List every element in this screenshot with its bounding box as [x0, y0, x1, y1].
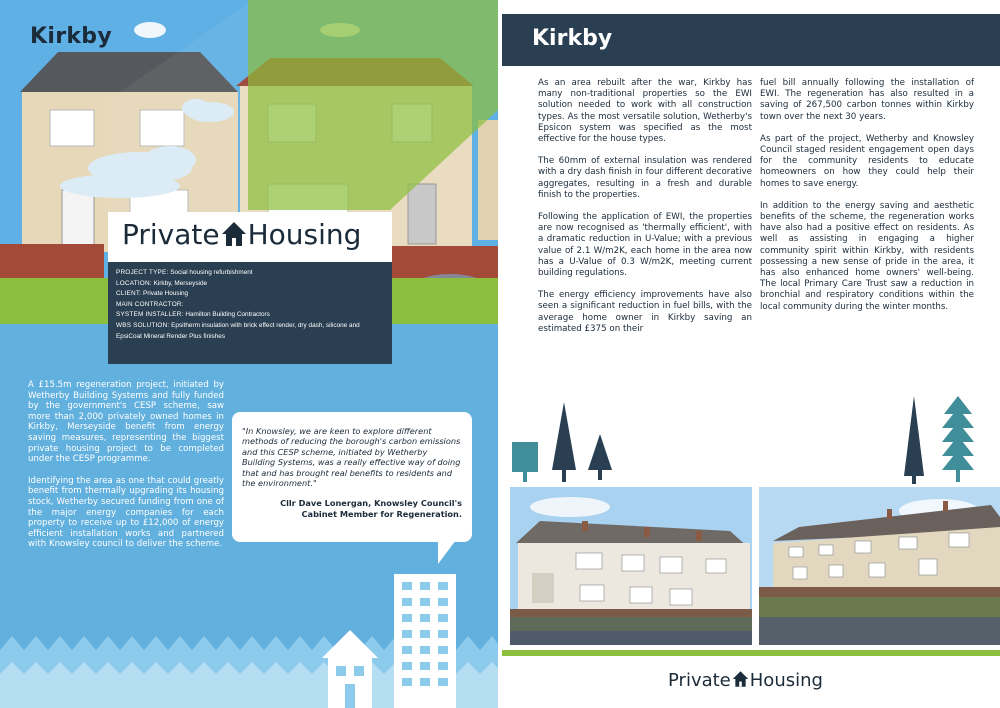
intro-paragraph: Identifying the area as one that could greatly benefit from thermally upgrading its housing stock, Wetherby secured funding from one of the major energy companies for each property to receive up to £12,000 of energy efficient installation works and partnered with Knowsley council to deliver the scheme.	[28, 475, 224, 550]
quote-bubble	[232, 412, 472, 542]
body-paragraph: In addition to the energy saving and aesthetic benefits of the scheme, the regeneration works have also had a positive effect on residents. As well as assisting in engaging a higher community spirit within Kirkby, with residents possessing a new sense of pride in the area, it has also enhanced home owners' well-being. The local Primary Care Trust saw a reduction in bronchial and respiratory conditions within the local community during the winter months.	[760, 200, 974, 312]
footer-brand-logo	[668, 670, 823, 691]
quote-text: "In Knowsley, we are keen to explore different methods of reducing the borough's carbon emissions and this CESP scheme, initiated by Wetherby Building Systems, was a really effective way of doing that and has brought real benefits to residents and the environment."	[242, 426, 461, 489]
footer-bar	[502, 650, 1000, 708]
info-row: CLIENT: Private Housing	[116, 290, 189, 298]
house-icon	[732, 670, 749, 688]
body-paragraph: Following the application of EWI, the properties are now recognised as 'thermally efficient', with a dramatic reduction in U-Value; with a previous value of 2.1 W/m2K, each home in the area now has a U-Value of 0.3 W/m2K, meeting current building regulations.	[538, 212, 752, 279]
body-column-1	[538, 78, 752, 346]
body-paragraph: The energy efficiency improvements have also seen a significant reduction in fuel bills, with the average home owner in Kirkby saving an estimated £375 on their	[538, 290, 752, 334]
brand-logo-box	[108, 212, 392, 262]
small-tree-icon	[588, 434, 612, 470]
body-column-2	[760, 78, 974, 324]
houses-photo-1	[510, 487, 752, 645]
houses-photo-2	[759, 487, 1000, 645]
body-paragraph: As an area rebuilt after the war, Kirkby has many non-traditional properties so the EWI solution needed to work with all construction types. As the most versatile solution, Wetherby's Epsicon system was specified as the most effective for the house types.	[538, 78, 752, 145]
brand-word-housing: Housing	[749, 670, 823, 691]
header-bar	[502, 14, 1000, 66]
info-row: MAIN CONTRACTOR:	[116, 300, 184, 308]
tall-tree-icon	[552, 402, 576, 470]
square-tree-icon	[512, 442, 538, 472]
body-paragraph: As part of the project, Wetherby and Knowsley Council staged resident engagement open days for the community residents to educate homeowners on how they could help their homes to save energy.	[760, 133, 974, 189]
info-row: WBS SOLUTION: Epsitherm insulation with brick effect render, dry dash, silicone and	[116, 321, 360, 329]
layered-tree-icon	[942, 396, 974, 470]
info-row: PROJECT TYPE: Social housing refurbishment	[116, 269, 253, 276]
body-paragraph: The 60mm of external insulation was rendered with a dry dash finish in four different decorative aggregates, resulting in a fresh and durable finish to the properties.	[538, 156, 752, 200]
info-row: LOCATION: Kirkby, Merseyside	[116, 279, 208, 287]
quote-attribution: Cllr Dave Lonergan, Knowsley Council's Cabinet Member for Regeneration.	[280, 498, 462, 520]
city-illustration	[0, 540, 498, 708]
intro-paragraph: A £15.5m regeneration project, initiated by Wetherby Building Systems and fully funded by the government's CESP scheme, saw more than 2,000 privately owned homes in Kirkby, Merseyside benefit from energy saving measures, representing the biggest private housing project to be completed under the CESP programme.	[28, 380, 224, 465]
house-icon	[221, 220, 247, 248]
tall-tree-icon	[904, 396, 924, 476]
brand-logo	[122, 218, 361, 251]
page-title: Kirkby	[30, 24, 112, 49]
right-page	[502, 0, 1000, 708]
info-row: SYSTEM INSTALLER: Hamilton Building Contractors	[116, 311, 270, 319]
intro-text	[28, 380, 224, 561]
brand-word-private: Private	[122, 218, 220, 251]
left-page	[0, 0, 498, 708]
brand-word-housing: Housing	[247, 218, 362, 251]
info-row: EpsiCoat Mineral Render Plus finishes	[116, 332, 226, 340]
project-info-box	[108, 262, 392, 364]
body-paragraph: fuel bill annually following the installation of EWI. The regeneration has also resulted in a saving of 267,500 carbon tonnes within Kirkby town over the next 30 years.	[760, 78, 974, 122]
trees-illustration	[502, 396, 1000, 486]
brand-word-private: Private	[668, 670, 731, 691]
page-title: Kirkby	[532, 26, 613, 51]
